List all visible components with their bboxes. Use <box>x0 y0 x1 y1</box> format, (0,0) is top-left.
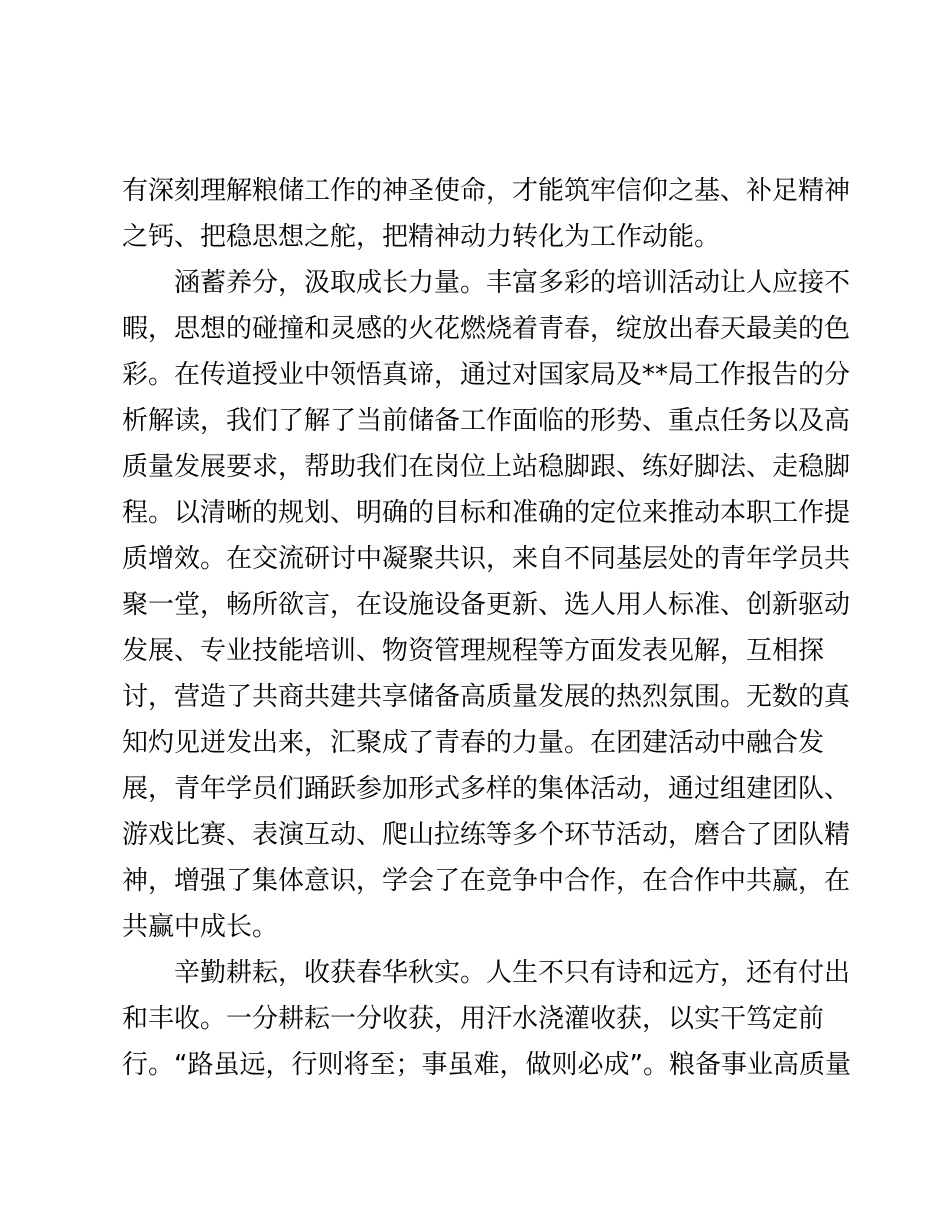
paragraph-first-line: 涵蓄养分，汲取成长力量。丰富多彩的培训活动让人应接不 <box>174 268 851 298</box>
text-line: 程。以清晰的规划、明确的目标和准确的定位来推动本职工作提 <box>122 498 851 528</box>
text-line: 神，增强了集体意识，学会了在竞争中合作，在合作中共赢，在 <box>122 866 851 896</box>
text-line: 暇，思想的碰撞和灵感的火花燃烧着青春，绽放出春天最美的色 <box>122 314 851 344</box>
text-line: 发展、专业技能培训、物资管理规程等方面发表见解，互相探 <box>122 636 825 666</box>
text-line: 共赢中成长。 <box>122 912 279 942</box>
text-line: 析解读，我们了解了当前储备工作面临的形势、重点任务以及高 <box>122 406 851 436</box>
text-line: 之钙、把稳思想之舵，把精神动力转化为工作动能。 <box>122 222 721 252</box>
text-line: 质增效。在交流研讨中凝聚共识，来自不同基层处的青年学员共 <box>122 544 851 574</box>
text-line: 和丰收。一分耕耘一分收获，用汗水浇灌收获，以实干笃定前 <box>122 1004 825 1034</box>
paragraph-first-line: 辛勤耕耘，收获春华秋实。人生不只有诗和远方，还有付出 <box>174 958 851 988</box>
text-line: 行。“路虽远，行则将至；事虽难，做则必成”。粮备事业高质量 <box>122 1050 851 1080</box>
text-line: 展，青年学员们踊跃参加形式多样的集体活动，通过组建团队、 <box>122 774 851 804</box>
body-text <box>122 168 851 1088</box>
text-line: 彩。在传道授业中领悟真谛，通过对国家局及**局工作报告的分 <box>122 360 851 390</box>
text-line: 质量发展要求，帮助我们在岗位上站稳脚跟、练好脚法、走稳脚 <box>122 452 851 482</box>
text-line: 知灼见迸发出来，汇聚成了青春的力量。在团建活动中融合发 <box>122 728 825 758</box>
text-line: 有深刻理解粮储工作的神圣使命，才能筑牢信仰之基、补足精神 <box>122 176 851 206</box>
text-line: 游戏比赛、表演互动、爬山拉练等多个环节活动，磨合了团队精 <box>122 820 851 850</box>
text-line: 讨，营造了共商共建共享储备高质量发展的热烈氛围。无数的真 <box>122 682 851 712</box>
text-line: 聚一堂，畅所欲言，在设施设备更新、选人用人标准、创新驱动 <box>122 590 851 620</box>
